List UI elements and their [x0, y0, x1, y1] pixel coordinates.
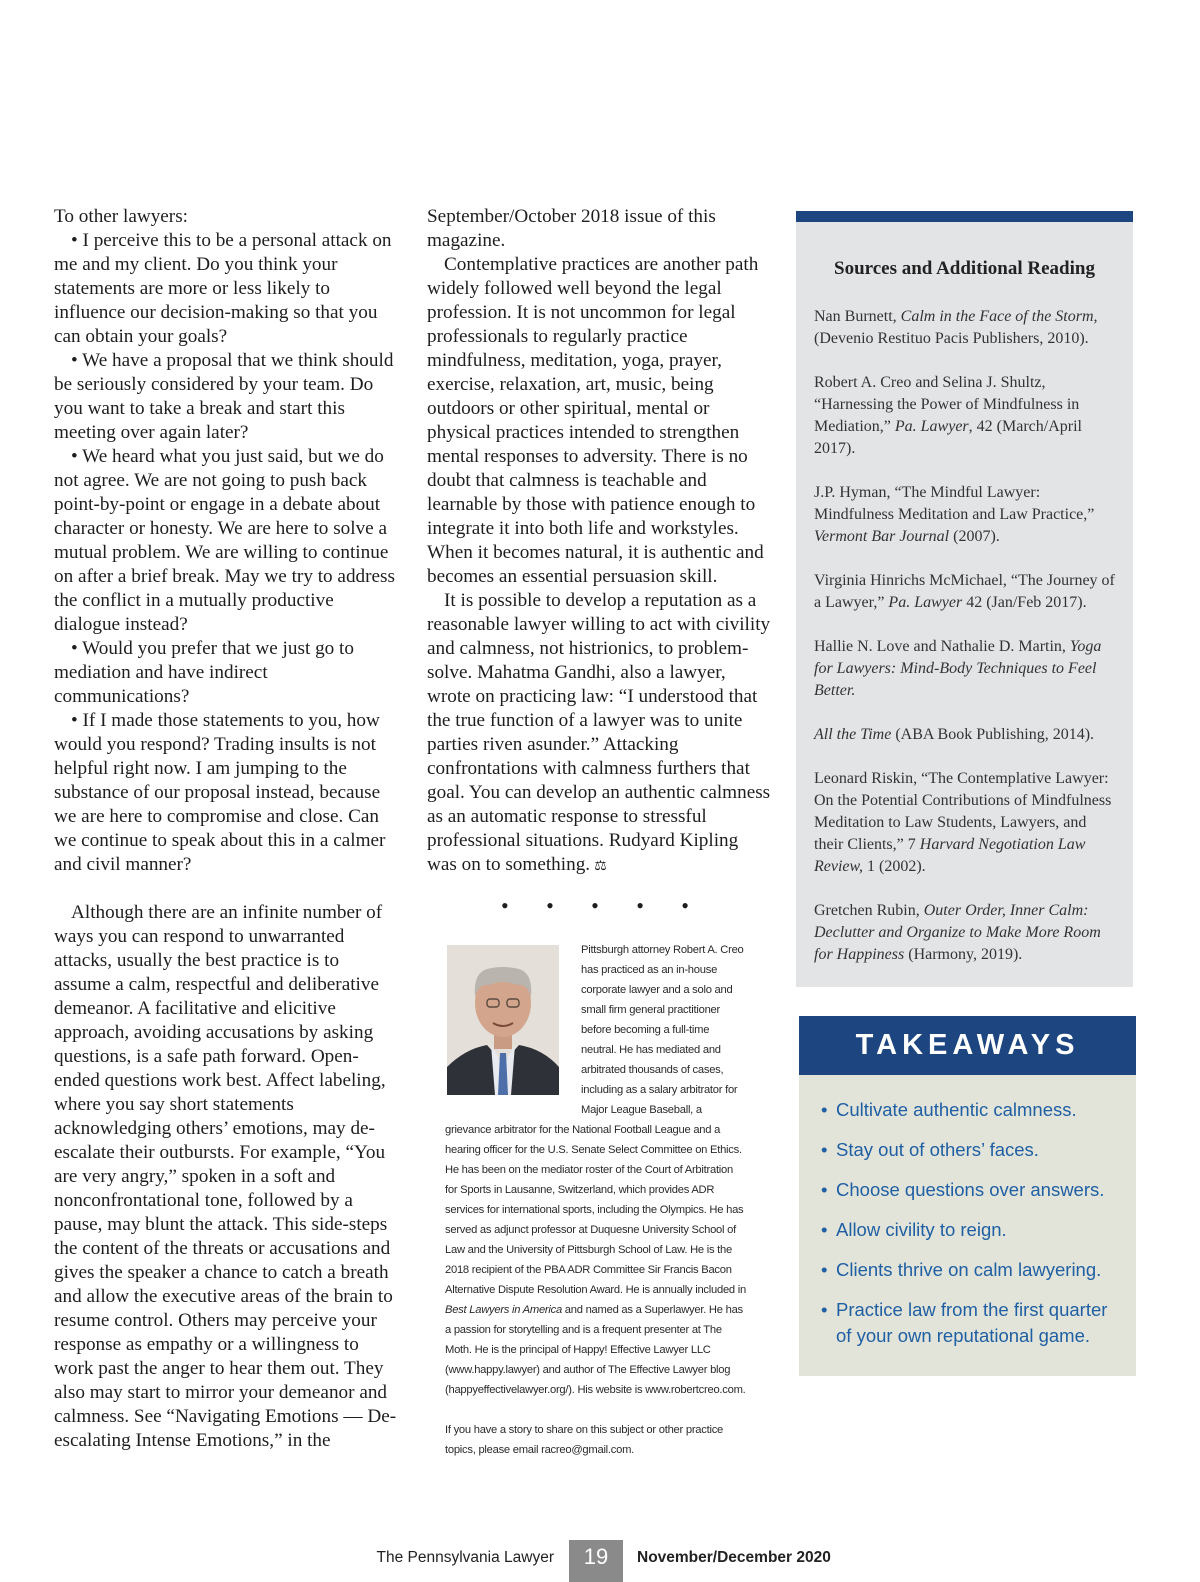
author-portrait-icon — [447, 945, 559, 1095]
ref-text: Gretchen Rubin, — [814, 902, 924, 919]
section-separator — [445, 895, 745, 917]
body-paragraph: Although there are an infinite number of ways you can respond to unwarranted attacks, usually the best practice is to assume a calm, respectful and deliberative demeanor. A facilitative and elicitive approach, avoiding accusations by asking questions, is a safe path forward. Open-ended questions work best. Affect labeling, where you say short statements acknowledging others’ emotions, may de-escalate their outbursts. For example, “You are very angry,” spoken in a soft and nonconfrontational tone, followed by a pause, may blunt the attack. This side-steps the content of the threats or accusations and gives the speaker a chance to catch a breath and allow the executive areas of the brain to resume control. Others may perceive your response as empathy or a willingness to work past the anger to hear them out. They also may start to mirror your demeanor and calmness. See “Navigating Emotions — De-escalating Intense Emotions,” in the — [54, 902, 397, 1451]
bullet-item: • I perceive this to be a personal attack on me and my client. Do you think your statements are more or less likely to influence our decision-making so that you can obtain your goals? — [54, 230, 392, 347]
scales-of-justice-icon: ⚖ — [594, 858, 607, 874]
bullet-item: • We heard what you just said, but we do not agree. We are not going to push back point-by-point or engage in a debate about character or honesty. We are here to solve a mutual problem. We are willing to continue on after a brief break. May we try to address the conflict in a mutually productive dialogue instead? — [54, 446, 395, 635]
ref-text: (ABA Book Publishing, 2014). — [891, 726, 1095, 743]
ref-title: Calm in the Face of the Storm, — [900, 308, 1098, 325]
reference-item — [814, 372, 1115, 460]
bio-text-italic: Best Lawyers in America — [445, 1304, 562, 1316]
takeaways-title: TAKEAWAYS — [799, 1016, 1136, 1075]
separator-dot: • — [501, 893, 509, 918]
ref-text: (Harmony, 2019). — [904, 946, 1023, 963]
bullet-item: • Would you prefer that we just go to mediation and have indirect communications? — [54, 638, 354, 707]
ref-title: Pa. Lawyer — [888, 594, 963, 611]
reference-item — [814, 570, 1115, 614]
bio-text-part: and named as a Superlawyer. He has a passion for storytelling and is a frequent presenter at The Moth. He is the principal of Happy! Effective Lawyer LLC (www.happy.lawyer) and author of The Effective Lawyer blog (happyeffectivelawyer.org/). His website is www.robertcreo.com. — [445, 1304, 746, 1396]
separator-dot: • — [636, 893, 644, 918]
ref-text: J.P. Hyman, “The Mindful Lawyer: Mindfulness Meditation and Law Practice,” — [814, 484, 1095, 523]
takeaways-box — [799, 1016, 1136, 1376]
article-column-left — [54, 205, 399, 1453]
separator-dot: • — [546, 893, 554, 918]
separator-dot: • — [591, 893, 599, 918]
bullet-item: • If I made those statements to you, how would you respond? Trading insults is not helpful right now. I am jumping to the substance of our proposal instead, because we are here to compromise and close. Can we continue to speak about this in a calmer and civil manner? — [54, 710, 386, 875]
ref-text: (Devenio Restituo Pacis Publishers, 2010). — [814, 330, 1089, 347]
ref-text: Nan Burnett, — [814, 308, 901, 325]
ref-title: Yoga for Lawyers: Mind-Body Techniques to Feel Better. — [814, 638, 1102, 699]
issue-date: November/December 2020 — [637, 1549, 831, 1566]
reference-item — [814, 724, 1115, 746]
ref-title: Vermont Bar Journal — [814, 528, 950, 545]
ref-text: 1 (2002). — [863, 858, 926, 875]
takeaway-item: • Practice law from the first quarter of your own reputational game. — [821, 1297, 1122, 1349]
paragraph-spacer — [54, 877, 399, 901]
ref-text: 42 (Jan/Feb 2017). — [962, 594, 1087, 611]
reference-item — [814, 768, 1115, 878]
body-paragraph — [427, 589, 772, 878]
separator-dot: • — [681, 893, 689, 918]
intro-line: To other lawyers: — [54, 206, 188, 227]
takeaway-item: • Stay out of others’ faces. — [821, 1137, 1122, 1163]
story-invite: If you have a story to share on this subject or other practice topics, please email racreo@gmail.com. — [445, 1424, 724, 1456]
page-footer — [0, 1540, 1200, 1582]
takeaway-item: • Clients thrive on calm lawyering. — [821, 1257, 1122, 1283]
body-paragraph-text: It is possible to develop a reputation as a reasonable lawyer willing to act with civility and calmness, not histrionics, to problem-solve. Mahatma Gandhi, also a lawyer, wrote on practicing law: “I understood that the true function of a lawyer was to unite parties riven asunder.” Attacking confrontations with calmness furthers that goal. You can develop an authentic calmness as an automatic response to stressful professional situations. Rudyard Kipling was on to something. — [427, 590, 771, 875]
article-column-middle — [427, 205, 772, 878]
takeaways-list — [799, 1075, 1136, 1349]
page-number: 19 — [569, 1540, 623, 1582]
bullet-item: • We have a proposal that we think should be seriously considered by your team. Do you want to take a break and start this meeting over again later? — [54, 350, 394, 443]
sources-title: Sources and Additional Reading — [834, 258, 1095, 279]
bio-text-part: Pittsburgh attorney Robert A. Creo has practiced as an in-house corporate lawyer and a solo and small firm general practitioner before becoming a full-time neutral. He has mediated and arbitrated thousands of cases, including as a salary arbitrator for Major League Baseball, a grievance arbitrator for the National Football League and a hearing officer for the U.S. Senate Select Committee on Ethics. He has been on the mediator roster of the Court of Arbitration for Sports in Lausanne, Switzerland, which provides ADR services for international sports, including the Olympics. He has served as adjunct professor at Duquesne University School of Law and the University of Pittsburgh School of Law. He is the 2018 recipient of the PBA ADR Committee Sir Francis Bacon Alternative Dispute Resolution Award. He is annually included in — [445, 944, 746, 1296]
ref-text: Leonard Riskin, “The Contemplative Lawyer: On the Potential Contributions of Mindfulness Meditation to Law Students, Lawyers, and their Clients,” 7 — [814, 770, 1112, 853]
publication-name: The Pennsylvania Lawyer — [376, 1549, 554, 1566]
ref-text: (2007). — [949, 528, 1000, 545]
body-paragraph: September/October 2018 issue of this magazine. — [427, 206, 716, 251]
reference-item — [814, 900, 1115, 966]
sources-sidebar — [796, 211, 1133, 987]
ref-title: All the Time — [814, 726, 892, 743]
ref-text: , 42 (March/April 2017). — [814, 418, 1082, 457]
ref-text: Robert A. Creo and Selina J. Shultz, “Harnessing the Power of Mindfulness in Mediation,” — [814, 374, 1080, 435]
body-paragraph: Contemplative practices are another path widely followed well beyond the legal profession. It is not uncommon for legal professionals to regularly practice mindfulness, meditation, yoga, prayer, exercise, relaxation, art, music, being outdoors or other spiritual, mental or physical practices intended to strengthen mental responses to adversity. There is no doubt that calmness is teachable and learnable by those with patience enough to integrate it into both life and workstyles. When it becomes natural, it is authentic and becomes an essential persuasion skill. — [427, 254, 764, 587]
author-photo — [447, 945, 559, 1095]
takeaway-item: • Allow civility to reign. — [821, 1217, 1122, 1243]
reference-item — [814, 482, 1115, 548]
ref-title: Pa. Lawyer — [894, 418, 969, 435]
ref-text: Virginia Hinrichs McMichael, “The Journey of a Lawyer,” — [814, 572, 1115, 611]
takeaway-item: • Choose questions over answers. — [821, 1177, 1122, 1203]
ref-text: Hallie N. Love and Nathalie D. Martin, — [814, 638, 1070, 655]
ref-title: Harvard Negotiation Law Review, — [814, 836, 1086, 875]
takeaway-item: • Cultivate authentic calmness. — [821, 1097, 1122, 1123]
reference-item — [814, 306, 1115, 350]
reference-item — [814, 636, 1115, 702]
author-bio — [445, 940, 747, 1460]
ref-title: Outer Order, Inner Calm: Declutter and Organize to Make More Room for Happiness — [814, 902, 1101, 963]
